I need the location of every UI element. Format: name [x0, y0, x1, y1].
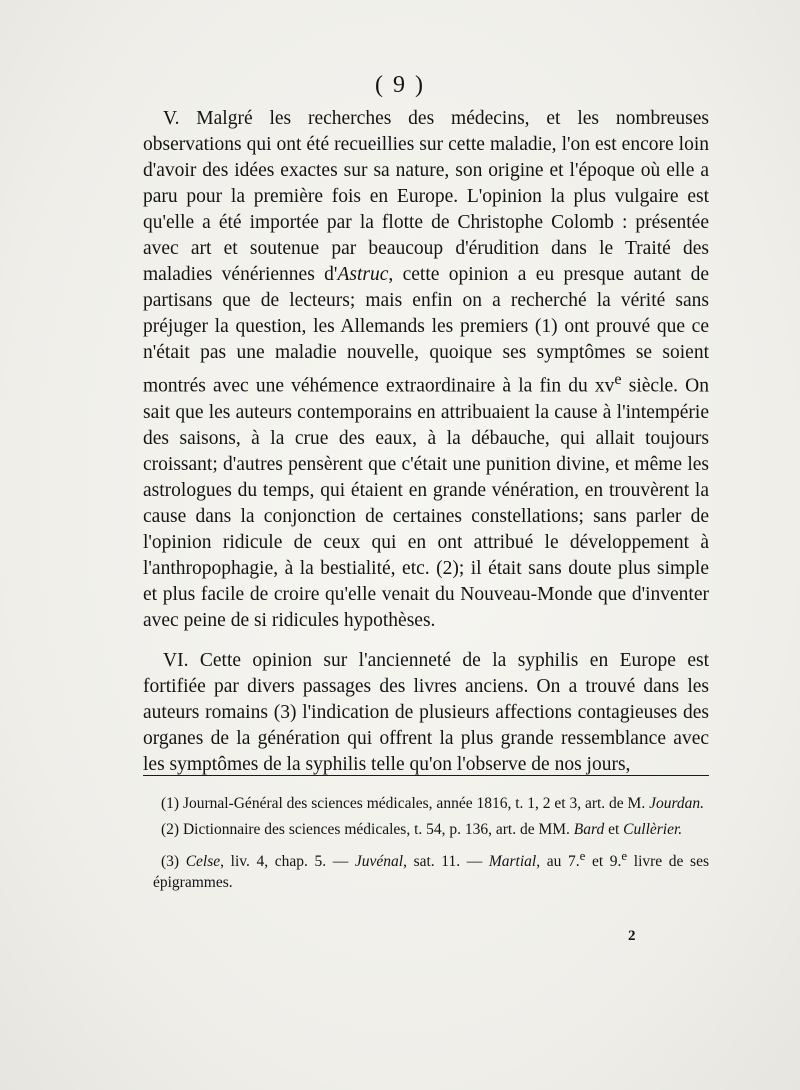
text-run: V. Malgré les recherches des médecins, et les nombreuses observations qui ont été recueillies sur cette maladie, l'on est encore loin d'avoir des idées exactes sur sa nature, son origine et l'époque où elle a paru pour la première fois en Europe. L'opinion la plus vulgaire est qu'elle a été importée par la flotte de Christophe Colomb : présentée avec art et soutenue par beaucoup d'érudition dans le Traité des maladies vénériennes d' [143, 108, 709, 285]
signature-mark: 2 [628, 928, 636, 944]
text-run: siècle. On sait que les auteurs contemporains en attribuaient la cause à l'intempérie des saisons, à la crue des eaux, à la débauche, qui allait toujours croissant; d'autres pensèrent que c'était une punition divine, et même les astrologues du temps, qui étaient en grande vénération, en trouvèrent la cause dans la conjonction de certaines constellations; sans parler de l'opinion ridicule de ceux qui en ont attribué le développement à l'anthropophagie, à la bestialité, etc. (2); il était sans doute plus simple et plus facile de croire qu'elle venait du Nouveau-Monde que d'inventer avec peine de si ridicules hypothèses. [143, 375, 709, 631]
text-run: et [604, 821, 624, 838]
text-run: livre de ses épigrammes. [153, 853, 709, 892]
italic-text: Celse [185, 853, 221, 871]
paragraph-vi [143, 648, 709, 778]
text-run: , liv. 4, chap. 5. — [220, 853, 355, 871]
main-text [143, 106, 709, 778]
page-number: ( 9 ) [375, 72, 425, 98]
text-run: et 9. [585, 853, 622, 871]
text-run: (3) [161, 853, 186, 871]
text-run: (1) Journal-Général des sciences médicales, année 1816, t. 1, 2 et 3, art. de M. [161, 795, 650, 812]
superscript-text: e [579, 848, 586, 863]
text-run: (2) Dictionnaire des sciences médicales, t. 54, p. 136, art. de MM. [161, 821, 574, 838]
italic-text: Astruc [337, 264, 389, 285]
text-run: , cette opinion a eu presque autant de partisans que de lecteurs; mais enfin on a recherché la vérité sans préjuger la question, les Allemands les premiers (1) ont prouvé que ce n'était pas une maladie nouvelle, quoique ses symptômes se soient montrés avec une véhémence extraordinaire à la fin du xv [143, 264, 709, 397]
footnote-3 [153, 845, 709, 893]
italic-text: Juvénal [354, 853, 404, 871]
text-run: , au 7. [536, 853, 580, 871]
italic-text: Cullèrier. [623, 821, 683, 838]
text-run: VI. Cette opinion sur l'ancienneté de la syphilis en Europe est fortifiée par divers passages des livres anciens. On a trouvé dans les auteurs romains (3) l'indication de plusieurs affections contagieuses des organes de la génération qui offrent la plus grande ressemblance avec les symptômes de la syphilis telle qu'on l'observe de nos jours, [143, 649, 709, 775]
superscript-text: e [621, 848, 628, 863]
italic-text: Jourdan. [649, 795, 705, 812]
footnote-divider [143, 775, 709, 776]
footnotes [153, 793, 709, 898]
paragraph-v [143, 106, 709, 634]
text-run: , sat. 11. — [403, 853, 489, 871]
footnote-1 [153, 793, 709, 814]
italic-text: Martial [488, 853, 537, 871]
superscript-text: e [614, 370, 622, 388]
italic-text: Bard [573, 821, 605, 838]
footnote-2 [153, 819, 709, 840]
